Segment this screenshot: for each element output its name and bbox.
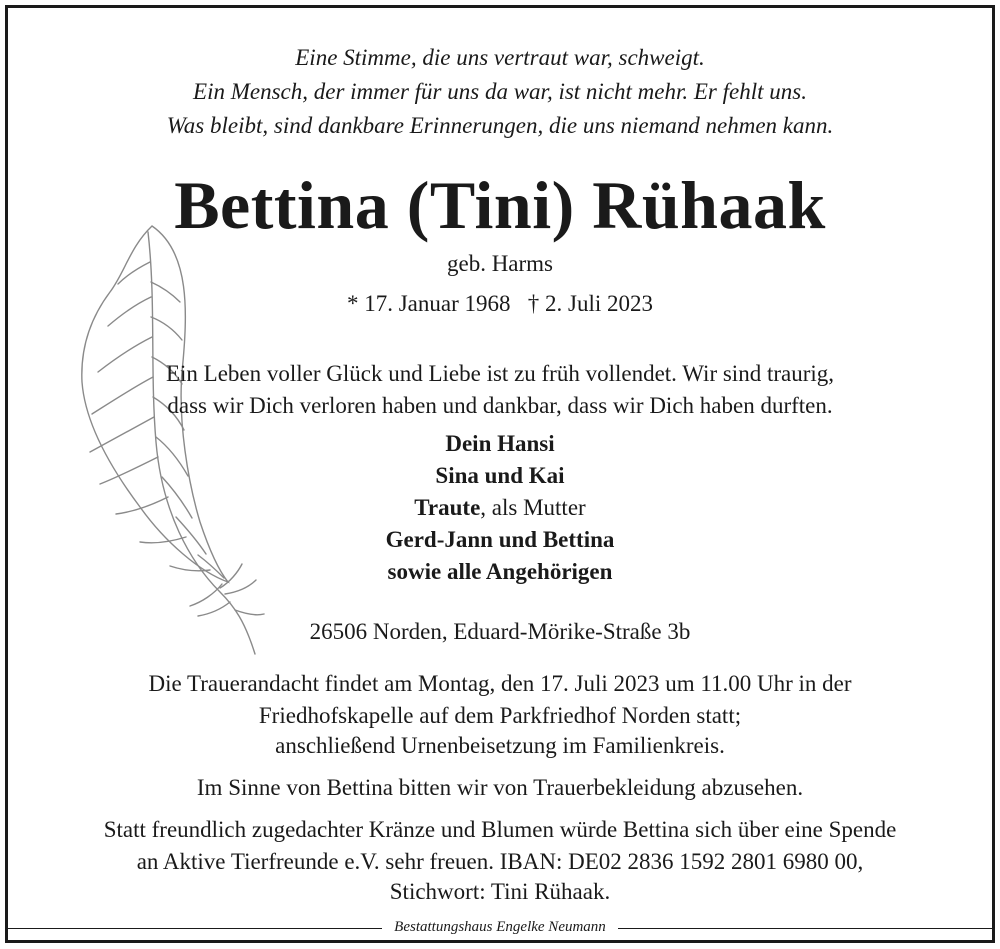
funeral-home <box>0 917 1000 937</box>
mourner-name: Sina und Kai <box>435 463 565 488</box>
motto-line: Eine Stimme, die uns vertraut war, schweigt. <box>295 45 705 70</box>
mourner-name: Gerd-Jann und Bettina <box>385 527 615 552</box>
tribute-line: dass wir Dich verloren haben und dankbar, dass wir Dich haben durften. <box>167 393 833 418</box>
clothing-note: Im Sinne von Bettina bitten wir von Trauerbekleidung abzusehen. <box>196 775 804 800</box>
donation-line: an Aktive Tierfreunde e.V. sehr freuen. IBAN: DE02 2836 1592 2801 6980 00, <box>136 849 864 874</box>
service-line: anschließend Urnenbeisetzung im Familienkreis. <box>275 733 725 758</box>
motto-line: Ein Mensch, der immer für uns da war, ist nicht mehr. Er fehlt uns. <box>193 79 807 104</box>
deceased-name: Bettina (Tini) Rühaak <box>174 167 826 243</box>
service-line: Die Trauerandacht findet am Montag, den 17. Juli 2023 um 11.00 Uhr in der <box>148 671 852 696</box>
motto-line: Was bleibt, sind dankbare Erinnerungen, die uns niemand nehmen kann. <box>166 113 834 138</box>
service-line: Friedhofskapelle auf dem Parkfriedhof Norden statt; <box>258 703 742 728</box>
maiden-name: geb. Harms <box>446 251 554 276</box>
mourner-line <box>0 493 1000 523</box>
donation-line: Statt freundlich zugedachter Kränze und Blumen würde Bettina sich über eine Spende <box>103 817 897 842</box>
donation-line: Stichwort: Tini Rühaak. <box>389 879 611 904</box>
mourner-name: sowie alle Angehörigen <box>387 559 613 584</box>
address: 26506 Norden, Eduard-Mörike-Straße 3b <box>309 619 691 644</box>
life-dates: * 17. Januar 1968 † 2. Juli 2023 <box>346 291 653 316</box>
tribute-line: Ein Leben voller Glück und Liebe ist zu früh vollendet. Wir sind traurig, <box>165 361 835 386</box>
mourner-relation: , als Mutter <box>480 495 586 520</box>
mourner-name: Traute <box>414 495 481 520</box>
funeral-home-label: Bestattungshaus Engelke Neumann <box>382 919 618 935</box>
mourner-name: Dein Hansi <box>445 431 555 456</box>
